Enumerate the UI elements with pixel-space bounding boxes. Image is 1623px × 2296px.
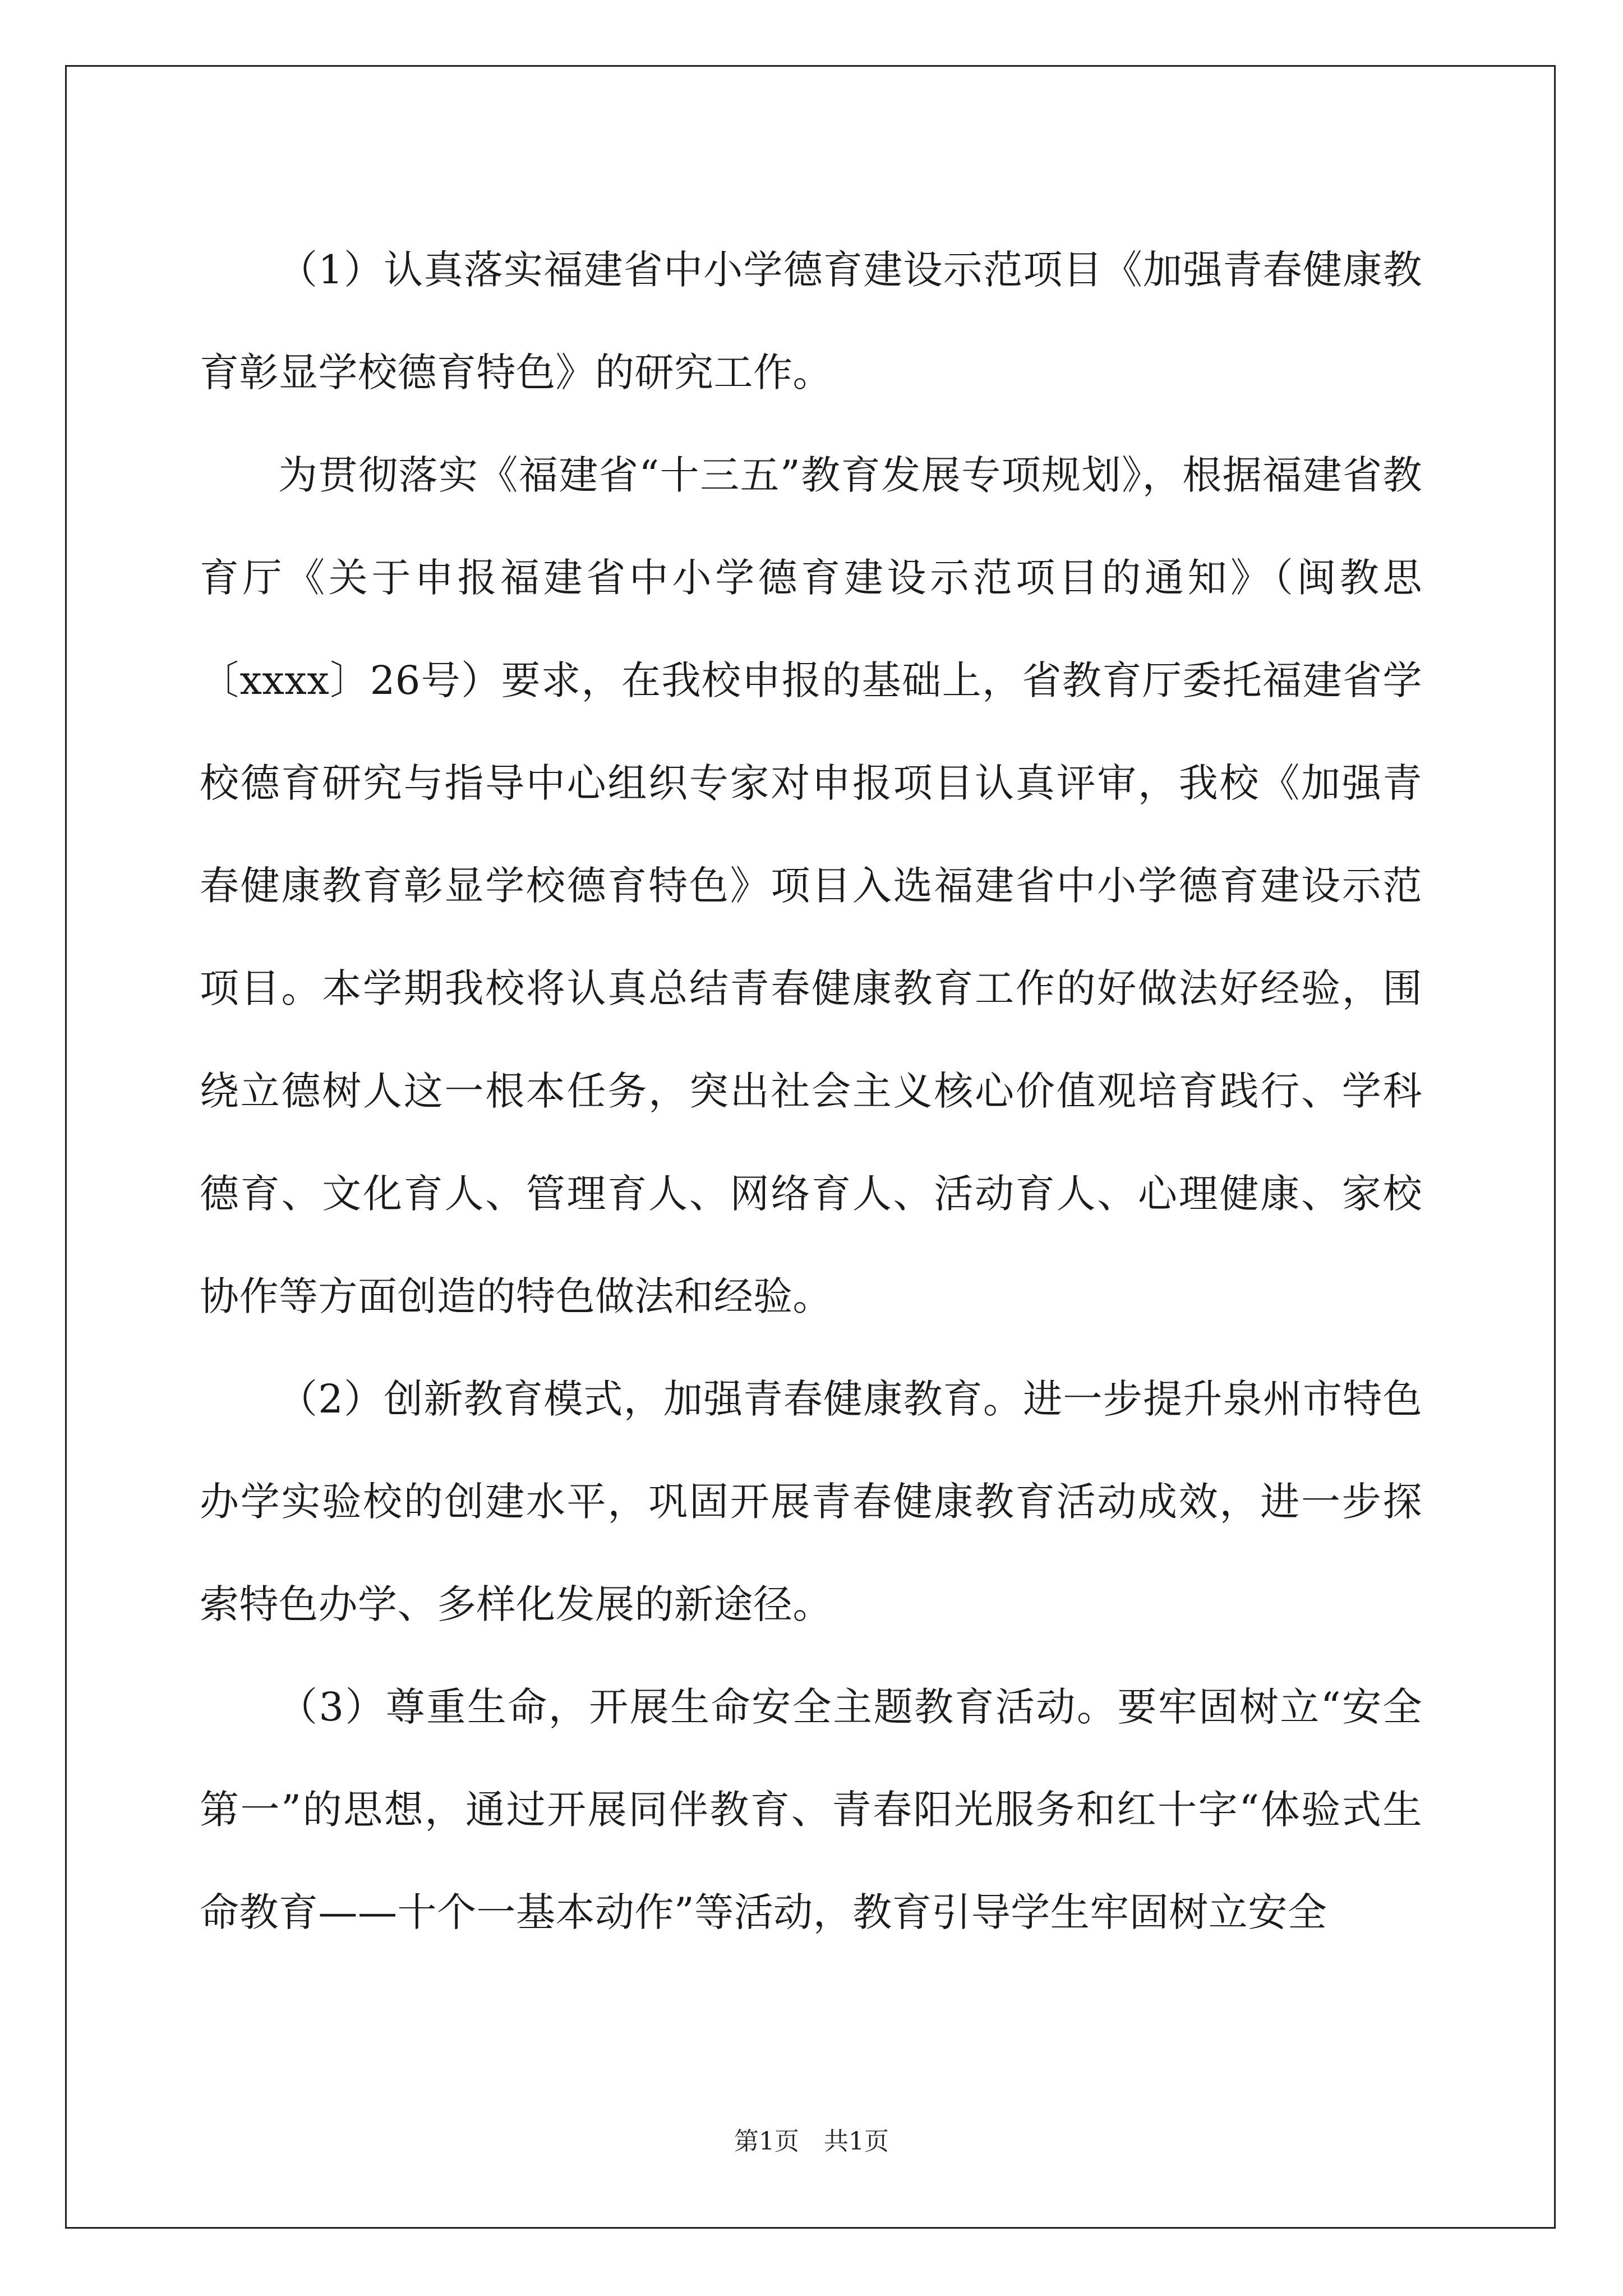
paragraph-4: （3）尊重生命，开展生命安全主题教育活动。要牢固树立“安全第一”的思想，通过开展同伴教育、青春阳光服务和红十字“体验式生命教育——十个一基本动作”等活动，教育引导学生牢固树立安全 [200, 1684, 1422, 1935]
document-body [200, 219, 1422, 1964]
paragraph-2: 为贯彻落实《福建省“十三五”教育发展专项规划》，根据福建省教育厅《关于申报福建省中小学德育建设示范项目的通知》（闽教思〔xxxx〕26号）要求，在我校申报的基础上，省教育厅委托福建省学校德育研究与指导中心组织专家对申报项目认真评审，我校《加强青春健康教育彰显学校德育特色》项目入选福建省中小学德育建设示范项目。本学期我校将认真总结青春健康教育工作的好做法好经验，围绕立德树人这一根本任务，突出社会主义核心价值观培育践行、学科德育、文化育人、管理育人、网络育人、活动育人、心理健康、家校协作等方面创造的特色做法和经验。 [200, 452, 1422, 1319]
paragraph-1: （1）认真落实福建省中小学德育建设示范项目《加强青春健康教育彰显学校德育特色》的研究工作。 [200, 247, 1422, 395]
paragraph-3: （2）创新教育模式，加强青春健康教育。进一步提升泉州市特色办学实验校的创建水平，巩固开展青春健康教育活动成效，进一步探索特色办学、多样化发展的新途径。 [200, 1376, 1422, 1627]
page-footer: 第1页 共1页 [734, 2127, 889, 2156]
